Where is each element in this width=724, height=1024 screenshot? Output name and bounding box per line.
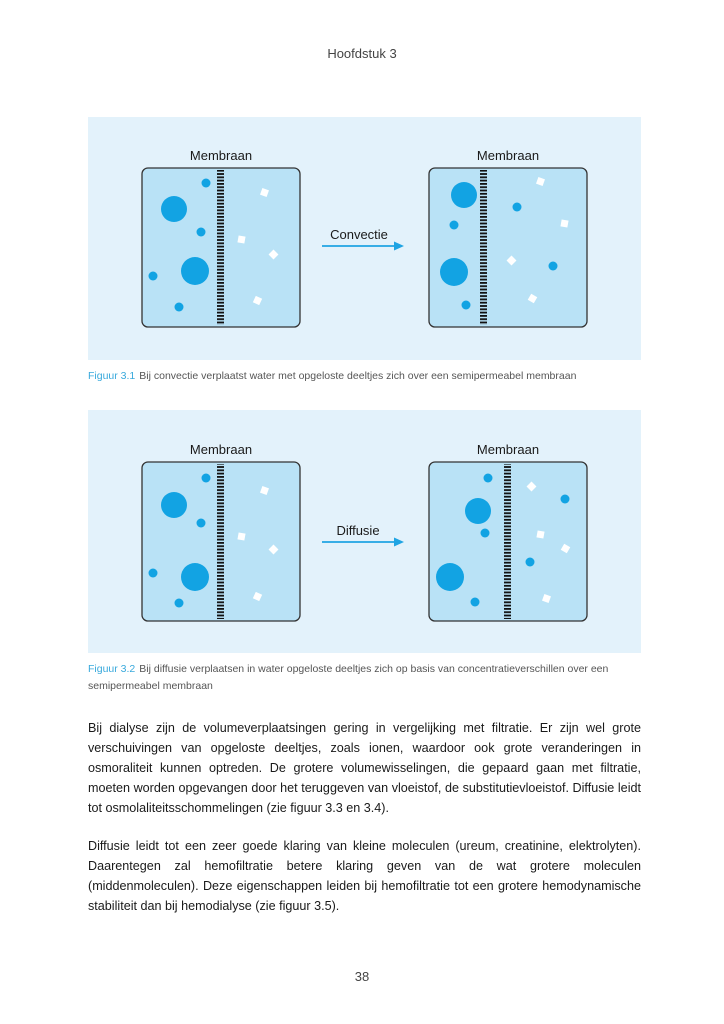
solute-square <box>237 532 245 540</box>
small-particle <box>471 598 480 607</box>
figure-caption-1 <box>88 368 638 385</box>
large-particle <box>161 196 187 222</box>
caption-number: Figuur 3.2 <box>88 663 136 675</box>
membrane-label-right: Membraan <box>476 148 540 163</box>
membrane-label-left: Membraan <box>189 148 253 163</box>
arrow-head <box>394 242 404 251</box>
small-particle <box>197 228 206 237</box>
small-particle <box>149 272 158 281</box>
membrane-left <box>217 170 224 325</box>
caption-text: Bij diffusie verplaatsen in water opgeloste deeltjes zich op basis van concentratieverschillen over een semipermeabel membraan <box>88 663 609 692</box>
small-particle <box>484 474 493 483</box>
large-particle <box>440 258 468 286</box>
small-particle <box>561 495 570 504</box>
small-particle <box>513 203 522 212</box>
figure-diffusion <box>88 410 641 653</box>
large-particle <box>465 498 491 524</box>
small-particle <box>526 558 535 567</box>
body-paragraph-2: Diffusie leidt tot een zeer goede klaring van kleine moleculen (ureum, creatinine, elektrolyten). Daarentegen zal hemofiltratie betere klaring geven van de wat grotere moleculen (middenmoleculen). Deze eigenschappen leiden bij hemofiltratie tot een grotere hemodynamische stabiliteit dan bij hemodialyse (zie figuur 3.5). <box>88 839 641 913</box>
figure-convection <box>88 117 641 360</box>
large-particle <box>161 492 187 518</box>
caption-number: Figuur 3.1 <box>88 370 136 382</box>
membrane-left <box>217 464 224 619</box>
page-number: 38 <box>354 969 370 984</box>
small-particle <box>149 569 158 578</box>
small-particle <box>202 474 211 483</box>
solute-square <box>237 235 245 243</box>
solute-square <box>536 530 544 538</box>
small-particle <box>202 179 211 188</box>
membrane-label-right: Membraan <box>476 442 540 457</box>
large-particle <box>436 563 464 591</box>
small-particle <box>175 599 184 608</box>
arrow-label: Diffusie <box>336 523 380 538</box>
small-particle <box>549 262 558 271</box>
figure-caption-2 <box>88 661 638 695</box>
membrane-label-left: Membraan <box>189 442 253 457</box>
small-particle <box>481 529 490 538</box>
small-particle <box>175 303 184 312</box>
small-particle <box>462 301 471 310</box>
body-paragraph-1: Bij dialyse zijn de volumeverplaatsingen gering in vergelijking met filtratie. Er zijn wel grote verschuivingen van opgeloste deeltjes, zoals ionen, waardoor ook grote veranderingen in osmoraliteit kunnen optreden. De grotere volumewisselingen, die gepaard gaan met filtratie, moeten worden opgevangen door het teruggeven van vloeistof, de substitutievloeistof. Diffusie leidt tot osmolaliteitsschommelingen (zie figuur 3.3 en 3.4). <box>88 721 641 815</box>
small-particle <box>450 221 459 230</box>
arrow-label: Convectie <box>330 227 388 242</box>
running-header: Hoofdstuk 3 <box>327 46 397 61</box>
small-particle <box>197 519 206 528</box>
membrane-right <box>480 170 487 325</box>
solute-square <box>560 219 568 227</box>
caption-text: Bij convectie verplaatst water met opgeloste deeltjes zich over een semipermeabel membraan <box>139 370 577 382</box>
large-particle <box>451 182 477 208</box>
large-particle <box>181 563 209 591</box>
membrane-right <box>504 464 511 619</box>
large-particle <box>181 257 209 285</box>
arrow-head <box>394 538 404 547</box>
